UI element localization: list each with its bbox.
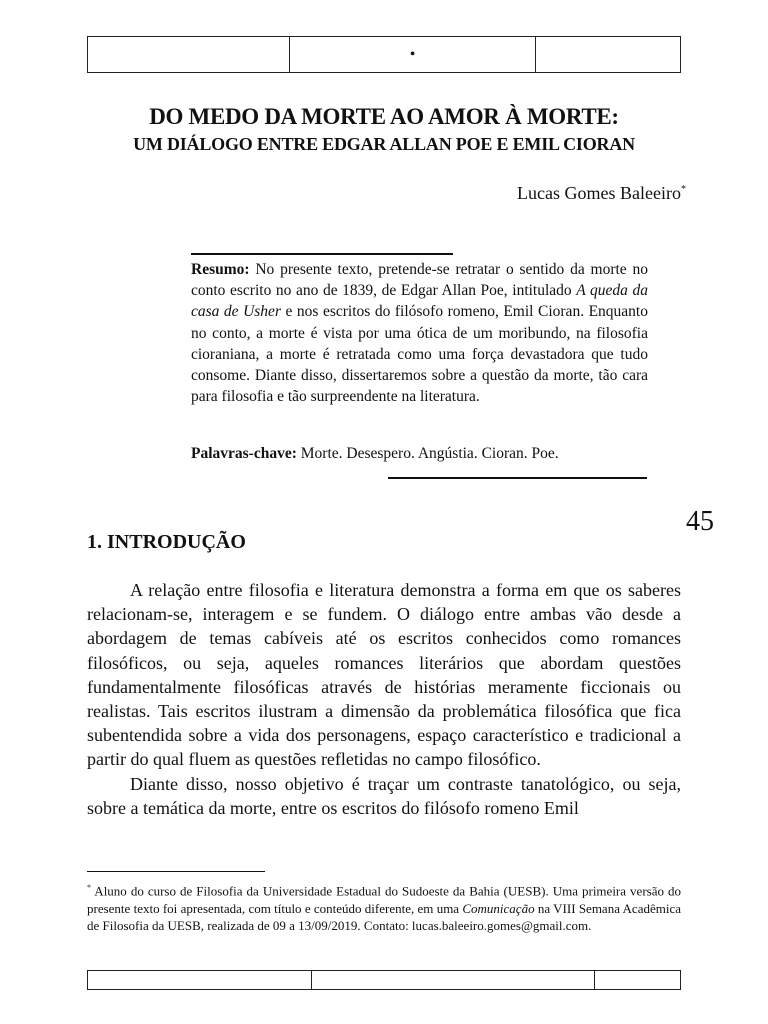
- author-footnote-mark: *: [681, 184, 686, 195]
- footnote: [87, 879, 681, 935]
- footnote-mark: *: [87, 883, 91, 892]
- header-cell-center: [290, 37, 536, 72]
- abstract-bottom-rule: [388, 477, 647, 479]
- body-paragraph-2: Diante disso, nosso objetivo é traçar um contraste tanatológico, ou seja, sobre a temática da morte, entre os escritos do filósofo romeno Emil: [87, 773, 681, 818]
- header-bullet: •: [409, 45, 416, 63]
- footer-box: [87, 970, 681, 990]
- paper-title: DO MEDO DA MORTE AO AMOR À MORTE:: [149, 104, 619, 129]
- keywords-label: Palavras-chave:: [191, 445, 297, 462]
- footnote-rule: [87, 871, 265, 872]
- author-name: Lucas Gomes Baleeiro: [517, 183, 681, 203]
- keywords-text: Morte. Desespero. Angústia. Cioran. Poe.: [296, 445, 559, 462]
- footer-cell-right: [595, 971, 680, 989]
- footer-cell-left: [88, 971, 312, 989]
- body-paragraph-1: A relação entre filosofia e literatura demonstra a forma em que os saberes relacionam-se, interagem e se fundem. O diálogo entre ambas vão desde a abordagem de temas cabíveis até os escritos conhecidos como romances filosóficos, ou seja, aqueles romances literários que abordam questões fundamentalmente filosóficas através de histórias meramente ficcionais ou realistas. Tais escritos ilustram a dimensão da problemática filosófica que fica subentendida sobre a vida dos personagens, espaço característico e tradicional a partir do qual fluem as questões refletidas no campo filosófico.: [87, 580, 681, 770]
- paper-subtitle: UM DIÁLOGO ENTRE EDGAR ALLAN POE E EMIL CIORAN: [133, 134, 635, 154]
- keywords: [191, 445, 648, 463]
- header-box: [87, 36, 681, 73]
- page-number: 45: [686, 506, 714, 537]
- abstract-label: Resumo:: [191, 261, 250, 278]
- abstract-text-2: e nos escritos do filósofo romeno, Emil Cioran. Enquanto no conto, a morte é vista por uma ótica de um moribundo, na filosofia cioraniana, a morte é retratada como uma força devastadora que tudo consome. Diante disso, dissertaremos sobre a questão da morte, tão cara para filosofia e tão surpreendente na literatura.: [191, 303, 648, 406]
- header-cell-left: [88, 37, 290, 72]
- section-heading: 1. INTRODUÇÃO: [87, 531, 246, 553]
- body-text: [87, 578, 681, 820]
- abstract-top-rule: [191, 253, 453, 255]
- footnote-text-2: na VIII Semana Acadêmica de Filosofia da UESB, realizada de 09 a 13/09/2019. Contato: lucas.baleeiro.gomes@gmail.com.: [87, 900, 681, 934]
- footer-cell-center: [312, 971, 595, 989]
- footnote-text-1: Aluno do curso de Filosofia da Universidade Estadual do Sudoeste da Bahia (UESB). Uma primeira versão do presente texto foi apresentada, com título e conteúdo diferente, em uma: [87, 883, 681, 916]
- author-line: [517, 183, 686, 204]
- footnote-italic: Comunicação: [462, 900, 535, 916]
- header-cell-right: [536, 37, 680, 72]
- abstract: [191, 259, 648, 407]
- abstract-work-title: A queda da casa de Usher: [191, 282, 648, 321]
- abstract-text-1: No presente texto, pretende-se retratar o sentido da morte no conto escrito no ano de 1839, de Edgar Allan Poe, intitulado: [191, 261, 648, 300]
